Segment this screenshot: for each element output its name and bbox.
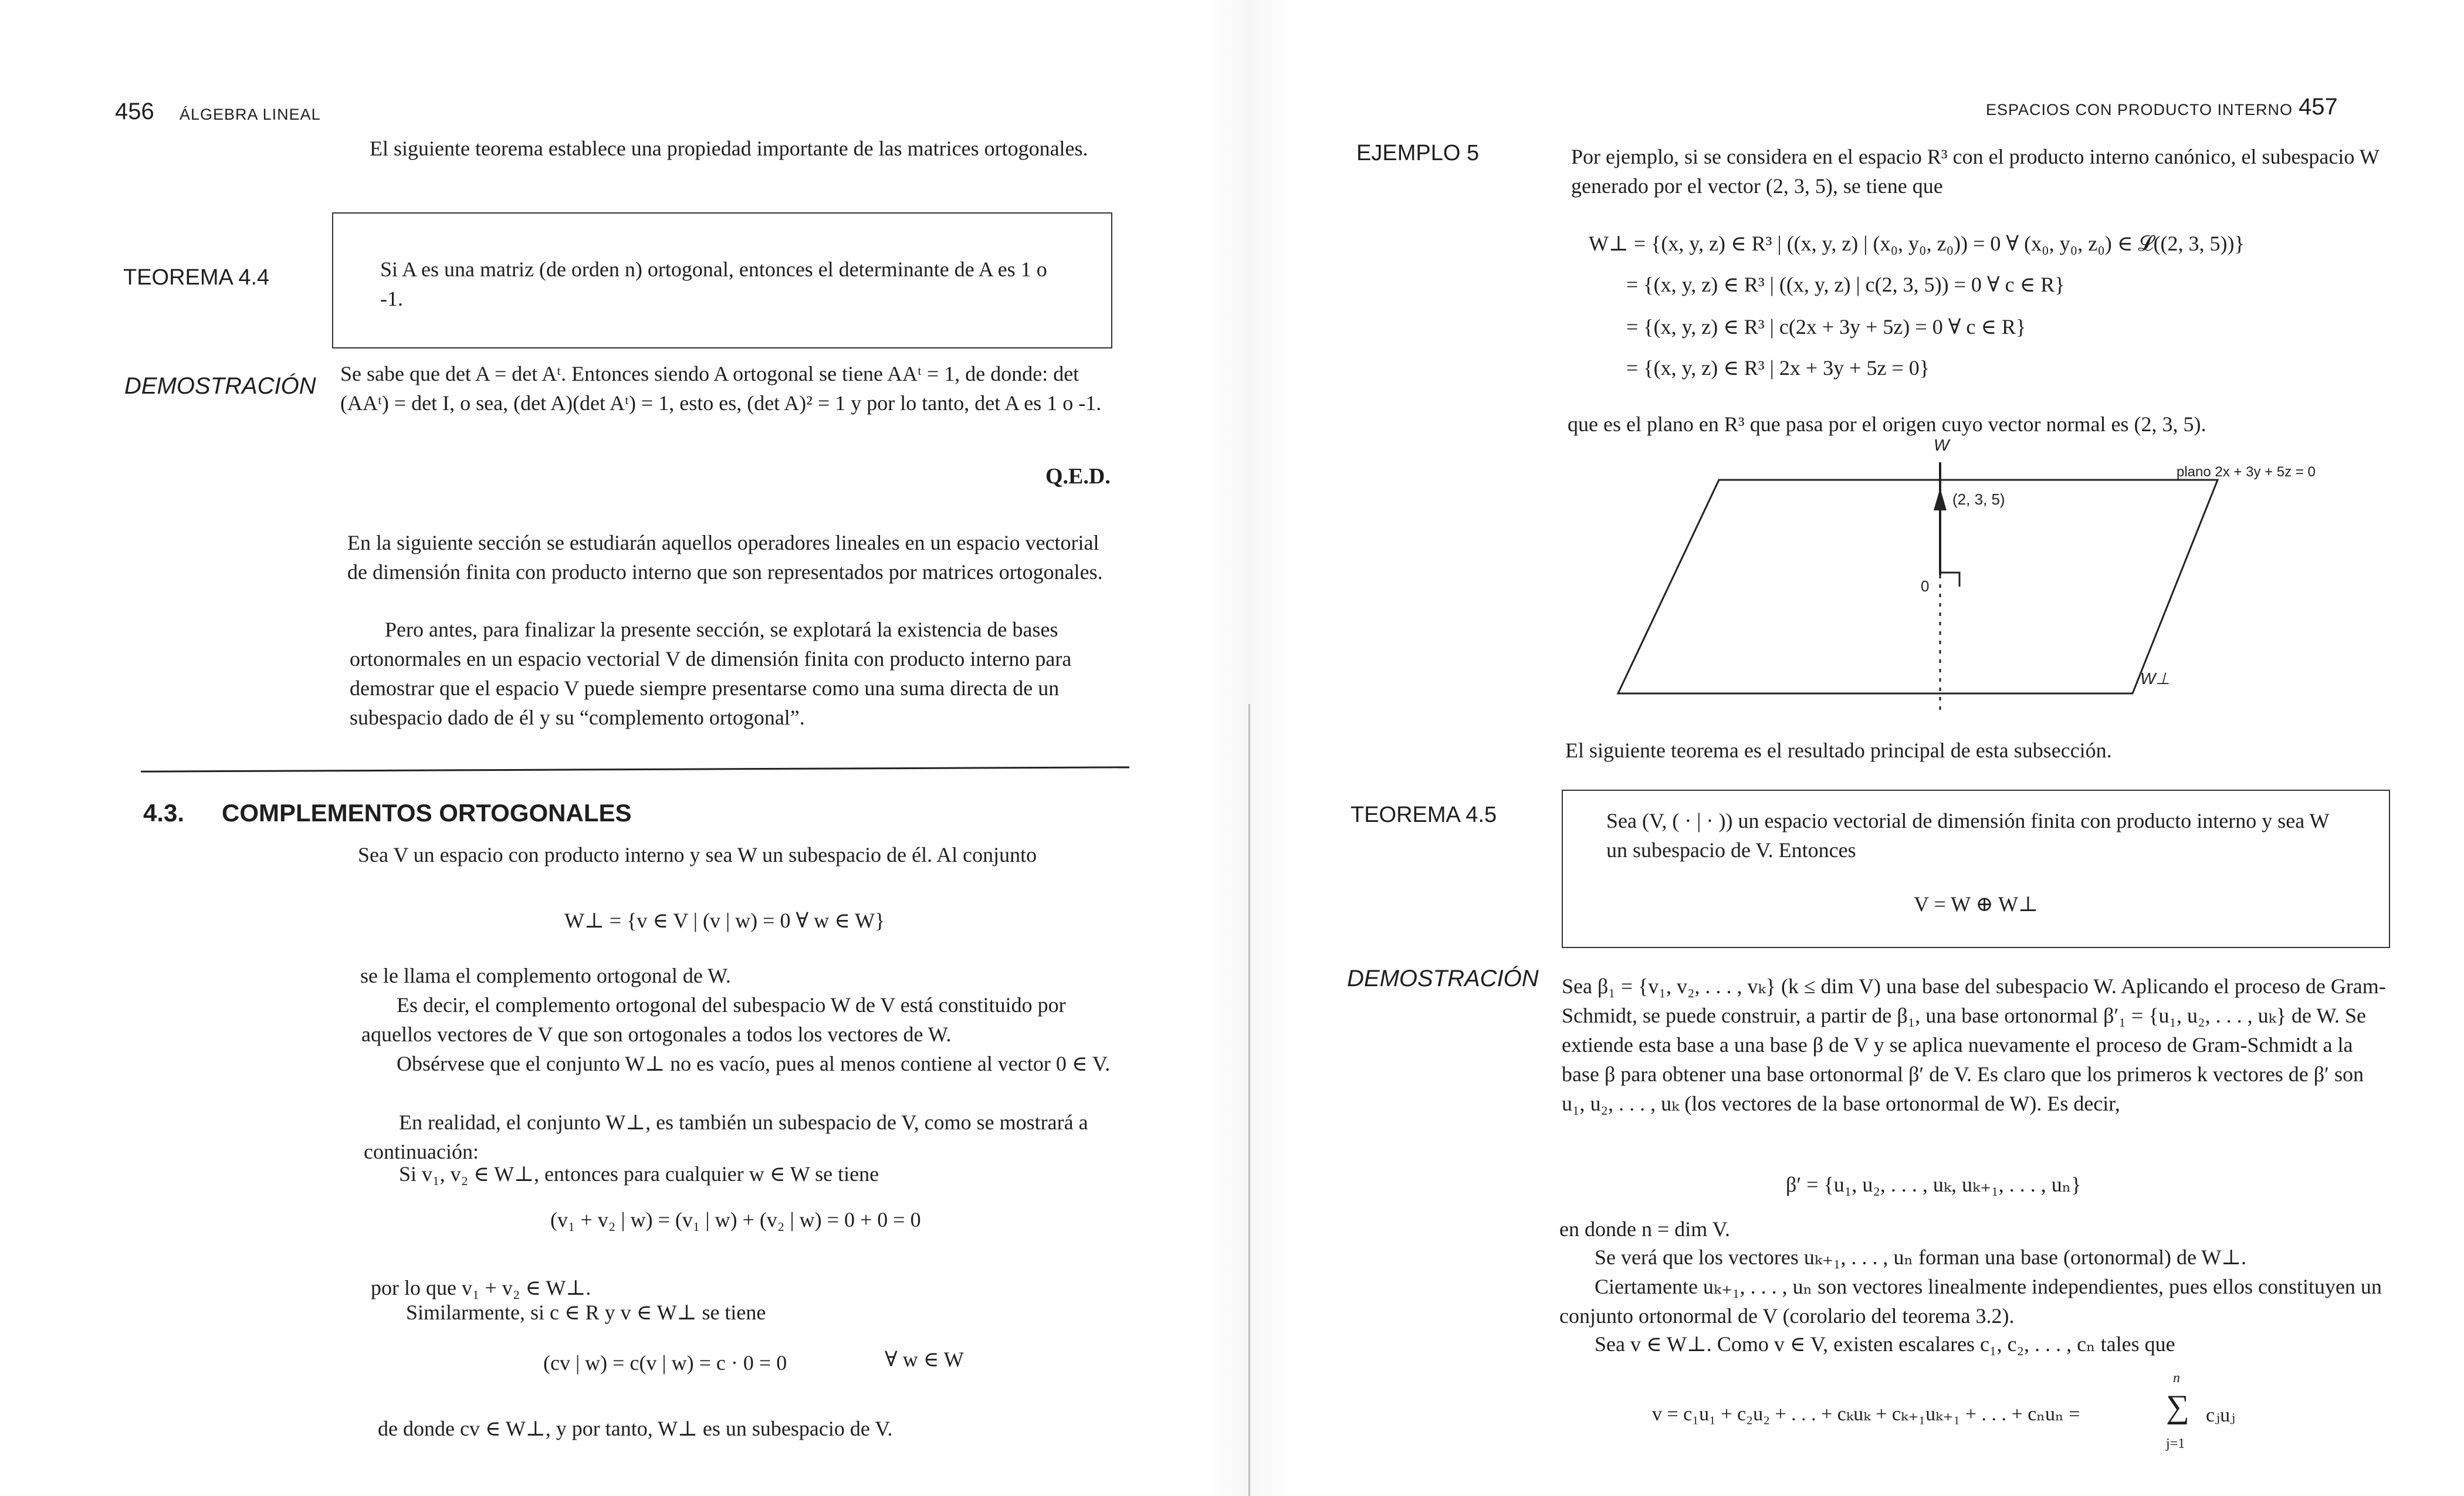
theorem-4-4-text: Si A es una matriz (de orden n) ortogonal, entonces el determinante de A es 1 o -1. xyxy=(380,258,1047,310)
page-number: 456 xyxy=(115,99,154,124)
section-paragraph-1: Sea V un espacio con producto interno y sea W un subespacio de él. Al conjunto xyxy=(358,843,1037,867)
formula-scalar-quantifier: ∀ w ∈ W xyxy=(885,1348,964,1371)
section-paragraph-5: En realidad, el conjunto W⊥, es también un subespacio de V, como se mostrará a continuación: xyxy=(364,1111,1088,1163)
qed-mark: Q.E.D. xyxy=(1045,464,1111,489)
formula-v-expansion: v = c₁u₁ + c₂u₂ + . . . + cₖuₖ + cₖ₊₁uₖ₊₁ + . . . + cₙuₙ = xyxy=(1652,1403,2080,1425)
proof-paragraph-3: Ciertamente uₖ₊₁, . . . , uₙ son vectores linealmente independientes, pues ellos constituyen un conjunto ortonormal de V (corolario del teorema 3.2). xyxy=(1559,1275,2382,1328)
proof-text: Sea β₁ = {v₁, v₂, . . . , vₖ} (k ≤ dim V) una base del subespacio W. Aplicando el proceso de Gram-Schmidt, se puede construir, a partir de β₁, una base ortonormal β′₁ = {u₁, u₂, . . . , uₖ} de W. Se extiende esta base a una base β de V y se aplica nuevamente el proceso de Gram-Schmidt a la base β para obtener una base ortonormal β′ de V. Es claro que los primeros k vectores de β′ son u₁, u₂, . . . , uₖ (los vectores de la base ortonormal de W). Es decir, xyxy=(1562,974,2386,1115)
figure-label-plane: plano 2x + 3y + 5z = 0 xyxy=(2177,464,2316,480)
section-paragraph-8: Similarmente, si c ∈ R y v ∈ W⊥ se tiene xyxy=(406,1301,766,1324)
intro-paragraph: El siguiente teorema establece una propiedad importante de las matrices ortogonales. xyxy=(370,137,1088,160)
section-title: COMPLEMENTOS ORTOGONALES xyxy=(222,799,632,827)
formula-scalar-closure: (cv | w) = c(v | w) = c · 0 = 0 xyxy=(543,1351,787,1375)
plane-figure xyxy=(1561,434,2370,739)
proof-label: DEMOSTRACIÓN xyxy=(124,373,316,399)
normal-vector-arrowhead xyxy=(1934,488,1947,510)
theorem-4-5-text: Sea (V, ( · | · )) un espacio vectorial de dimensión finita con producto interno y sea W un subespacio de V. Entonces xyxy=(1606,809,2329,862)
example-5-text: Por ejemplo, si se considera en el espacio R³ con el producto interno canónico, el subespacio W generado por el vector (2, 3, 5), se tiene que xyxy=(1571,145,2380,198)
example-equation-line-3: = {(x, y, z) ∈ R³ | c(2x + 3y + 5z) = 0 ∀ c ∈ R} xyxy=(1626,315,2026,339)
proof-paragraph-1: en donde n = dim V. xyxy=(1559,1217,1730,1241)
formula-orthonormal-basis: β′ = {u₁, u₂, . . . , uₖ, uₖ₊₁, . . . , uₙ} xyxy=(1786,1173,2081,1196)
formula-sum-closure: (v₁ + v₂ | w) = (v₁ | w) + (v₂ | w) = 0 + 0 = 0 xyxy=(550,1208,921,1231)
running-head: ÁLGEBRA LINEAL xyxy=(180,106,321,123)
theorem-4-5-formula: V = W ⊕ W⊥ xyxy=(1914,892,2038,916)
formula-orthogonal-complement: W⊥ = {v ∈ V | (v | w) = 0 ∀ w ∈ W} xyxy=(564,909,885,932)
sum-upper-limit: n xyxy=(2173,1370,2180,1386)
page-number: 457 xyxy=(2299,94,2338,120)
example-5-label: EJEMPLO 5 xyxy=(1356,141,1480,165)
theorem-4-4-box xyxy=(332,212,1112,348)
figure-label-w: W xyxy=(1934,436,1949,454)
sum-term: cⱼuⱼ xyxy=(2206,1404,2236,1426)
sum-symbol: ∑ xyxy=(2166,1389,2189,1425)
theorem-4-4-label: TEOREMA 4.4 xyxy=(123,265,270,290)
section-divider xyxy=(141,766,1129,772)
figure-label-vector: (2, 3, 5) xyxy=(1952,490,2005,508)
proof-paragraph-4: Sea v ∈ W⊥. Como v ∈ V, existen escalares c₁, c₂, . . . , cₙ tales que xyxy=(1595,1332,2175,1356)
proof-text: Se sabe que det A = det Aᵗ. Entonces siendo A ortogonal se tiene AAᵗ = 1, de donde: det (AAᵗ) = det I, o sea, (det A)(det Aᵗ) = 1, esto es, (det A)² = 1 y por lo tanto, det A es 1 o -1. xyxy=(340,362,1102,415)
theorem-4-5-intro: El siguiente teorema es el resultado principal de esta subsección. xyxy=(1565,739,2112,762)
example-equation-line-4: = {(x, y, z) ∈ R³ | 2x + 3y + 5z = 0} xyxy=(1626,356,1930,380)
theorem-4-5-label: TEOREMA 4.5 xyxy=(1351,803,1497,827)
figure-label-origin: 0 xyxy=(1921,577,1930,595)
plane-outline xyxy=(1618,480,2218,693)
section-paragraph-9: de donde cv ∈ W⊥, y por tanto, W⊥ es un subespacio de V. xyxy=(378,1417,893,1440)
right-page xyxy=(1232,0,2464,1496)
running-head: ESPACIOS CON PRODUCTO INTERNO xyxy=(1986,101,2293,119)
sum-lower-limit: j=1 xyxy=(2166,1436,2185,1451)
example-conclusion: que es el plano en R³ que pasa por el origen cuyo vector normal es (2, 3, 5). xyxy=(1568,412,2206,436)
example-equation-line-2: = {(x, y, z) ∈ R³ | ((x, y, z) | c(2, 3, 5)) = 0 ∀ c ∈ R} xyxy=(1626,273,2065,296)
section-paragraph-3: Es decir, el complemento ortogonal del subespacio W de V está constituido por aquellos vectores de V que son ortogonales a todos los vectores de W. xyxy=(361,993,1066,1046)
paragraph-next-section: En la siguiente sección se estudiarán aquellos operadores lineales en un espacio vectorial de dimensión finita con producto interno que son representados por matrices ortogonales. xyxy=(347,531,1103,584)
theorem-4-5-box xyxy=(1562,790,2390,948)
proof-paragraph-2: Se verá que los vectores uₖ₊₁, . . . , uₙ forman una base (ortonormal) de W⊥. xyxy=(1595,1245,2247,1269)
section-paragraph-6: Si v₁, v₂ ∈ W⊥, entonces para cualquier w ∈ W se tiene xyxy=(399,1162,879,1186)
right-angle-mark xyxy=(1941,573,1959,587)
section-number: 4.3. xyxy=(143,799,185,827)
section-paragraph-2: se le llama el complemento ortogonal de W. xyxy=(360,964,731,987)
section-paragraph-7: por lo que v₁ + v₂ ∈ W⊥. xyxy=(371,1276,591,1299)
example-equation-line-1: W⊥ = {(x, y, z) ∈ R³ | ((x, y, z) | (x₀, y₀, z₀)) = 0 ∀ (x₀, y₀, z₀) ∈ 𝓛((2, 3, 5))} xyxy=(1589,232,2245,255)
section-paragraph-4: Obsérvese que el conjunto W⊥ no es vacío, pues al menos contiene al vector 0 ∈ V. xyxy=(397,1052,1111,1075)
figure-label-wperp: W⊥ xyxy=(2140,669,2170,688)
proof-label: DEMOSTRACIÓN xyxy=(1347,966,1539,991)
paragraph-orthonormal-bases: Pero antes, para finalizar la presente sección, se explotará la existencia de bases ortonormales en un espacio vectorial V de dimensión finita con producto interno para demostrar que el espacio V puede siempre presentarse como una suma directa de un subespacio dado de él y su “complemento ortogonal”. xyxy=(350,618,1072,729)
